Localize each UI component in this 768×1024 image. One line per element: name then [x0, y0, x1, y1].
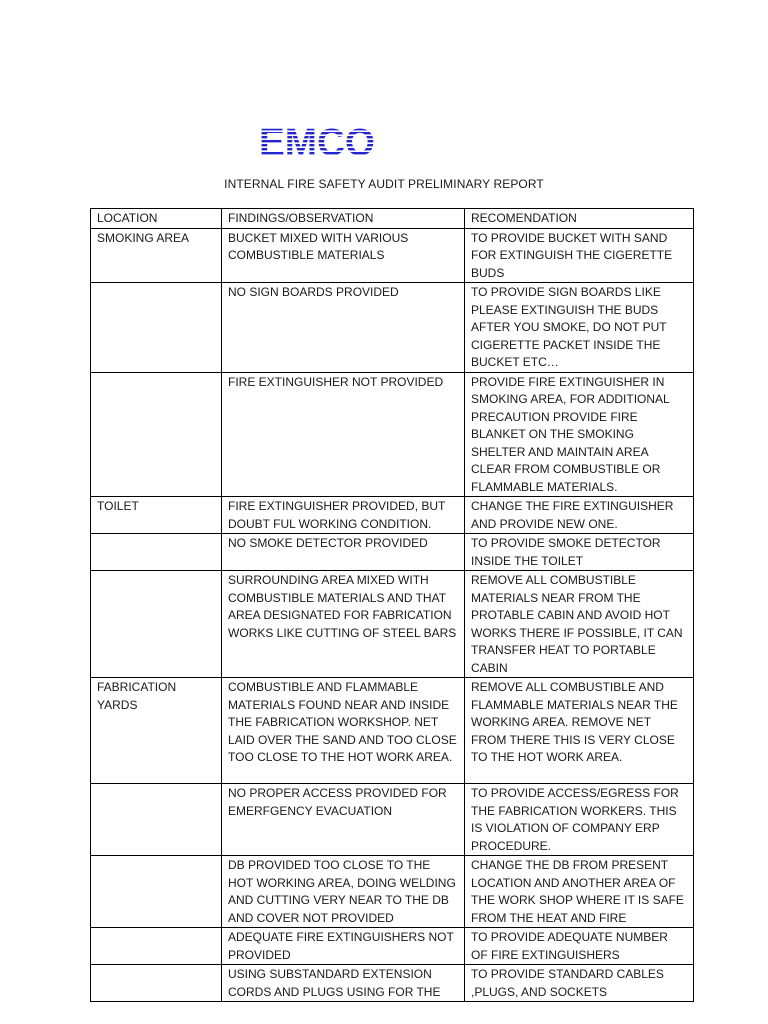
finding-cell: NO SIGN BOARDS PROVIDED — [222, 283, 465, 373]
recommendation-cell: TO PROVIDE SIGN BOARDS LIKE PLEASE EXTINGUISH THE BUDS AFTER YOU SMOKE, DO NOT PUT CIGERETTE PACKET INSIDE THE BUCKET ETC… — [465, 283, 694, 373]
table-row — [91, 571, 694, 678]
location-cell: SMOKING AREA — [91, 228, 222, 283]
location-cell: FABRICATION YARDS — [91, 678, 222, 784]
table-row — [91, 372, 694, 497]
finding-cell: DB PROVIDED TOO CLOSE TO THE HOT WORKING AREA, DOING WELDING AND CUTTING VERY NEAR TO THE DB AND COVER NOT PROVIDED — [222, 856, 465, 928]
table-row — [91, 497, 694, 534]
recommendation-cell: CHANGE THE FIRE EXTINGUISHER AND PROVIDE NEW ONE. — [465, 497, 694, 534]
finding-cell: NO SMOKE DETECTOR PROVIDED — [222, 534, 465, 571]
table-row — [91, 534, 694, 571]
location-cell — [91, 928, 222, 965]
table-row — [91, 228, 694, 283]
recommendation-cell: TO PROVIDE SMOKE DETECTOR INSIDE THE TOILET — [465, 534, 694, 571]
table-row — [91, 784, 694, 856]
location-cell — [91, 372, 222, 497]
recommendation-cell: TO PROVIDE ADEQUATE NUMBER OF FIRE EXTINGUISHERS — [465, 928, 694, 965]
location-cell — [91, 856, 222, 928]
finding-cell: USING SUBSTANDARD EXTENSION CORDS AND PLUGS USING FOR THE — [222, 965, 465, 1002]
finding-cell: COMBUSTIBLE AND FLAMMABLE MATERIALS FOUND NEAR AND INSIDE THE FABRICATION WORKSHOP. NET LAID OVER THE SAND AND TOO CLOSE TOO CLOSE TO THE HOT WORK AREA. — [222, 678, 465, 784]
emco-logo — [258, 124, 376, 158]
location-cell — [91, 534, 222, 571]
finding-cell: FIRE EXTINGUISHER NOT PROVIDED — [222, 372, 465, 497]
table-row — [91, 965, 694, 1002]
report-title: INTERNAL FIRE SAFETY AUDIT PRELIMINARY REPORT — [224, 177, 544, 191]
table-row — [91, 283, 694, 373]
finding-cell: NO PROPER ACCESS PROVIDED FOR EMERFGENCY EVACUATION — [222, 784, 465, 856]
location-cell — [91, 283, 222, 373]
location-cell: TOILET — [91, 497, 222, 534]
recommendation-cell: PROVIDE FIRE EXTINGUISHER IN SMOKING AREA, FOR ADDITIONAL PRECAUTION PROVIDE FIRE BLANKET ON THE SMOKING SHELTER AND MAINTAIN AREA CLEAR FROM COMBUSTIBLE OR FLAMMABLE MATERIALS. — [465, 372, 694, 497]
location-cell — [91, 784, 222, 856]
recommendation-cell: REMOVE ALL COMBUSTIBLE MATERIALS NEAR FROM THE PROTABLE CABIN AND AVOID HOT WORKS THERE IF POSSIBLE, IT CAN TRANSFER HEAT TO PORTABLE CABIN — [465, 571, 694, 678]
table-row — [91, 678, 694, 784]
finding-cell: ADEQUATE FIRE EXTINGUISHERS NOT PROVIDED — [222, 928, 465, 965]
table-row — [91, 928, 694, 965]
recommendation-cell: TO PROVIDE ACCESS/EGRESS FOR THE FABRICATION WORKERS. THIS IS VIOLATION OF COMPANY ERP PROCEDURE. — [465, 784, 694, 856]
location-cell — [91, 965, 222, 1002]
location-cell — [91, 571, 222, 678]
finding-cell: BUCKET MIXED WITH VARIOUS COMBUSTIBLE MATERIALS — [222, 228, 465, 283]
table-header-row — [91, 209, 694, 229]
header-location: LOCATION — [91, 209, 222, 229]
header-recommendation: RECOMENDATION — [465, 209, 694, 229]
table-row — [91, 856, 694, 928]
recommendation-cell: CHANGE THE DB FROM PRESENT LOCATION AND ANOTHER AREA OF THE WORK SHOP WHERE IT IS SAFE FROM THE HEAT AND FIRE — [465, 856, 694, 928]
finding-cell: FIRE EXTINGUISHER PROVIDED, BUT DOUBT FUL WORKING CONDITION. — [222, 497, 465, 534]
emco-logo-graphic — [258, 124, 376, 158]
audit-table — [90, 208, 694, 1002]
recommendation-cell: TO PROVIDE BUCKET WITH SAND FOR EXTINGUISH THE CIGERETTE BUDS — [465, 228, 694, 283]
finding-cell: SURROUNDING AREA MIXED WITH COMBUSTIBLE MATERIALS AND THAT AREA DESIGNATED FOR FABRICATION WORKS LIKE CUTTING OF STEEL BARS — [222, 571, 465, 678]
recommendation-cell: REMOVE ALL COMBUSTIBLE AND FLAMMABLE MATERIALS NEAR THE WORKING AREA. REMOVE NET FROM THERE THIS IS VERY CLOSE TO THE HOT WORK AREA. — [465, 678, 694, 784]
svg-text:EMCO: EMCO — [259, 124, 375, 158]
header-findings: FINDINGS/OBSERVATION — [222, 209, 465, 229]
recommendation-cell: TO PROVIDE STANDARD CABLES ,PLUGS, AND SOCKETS — [465, 965, 694, 1002]
